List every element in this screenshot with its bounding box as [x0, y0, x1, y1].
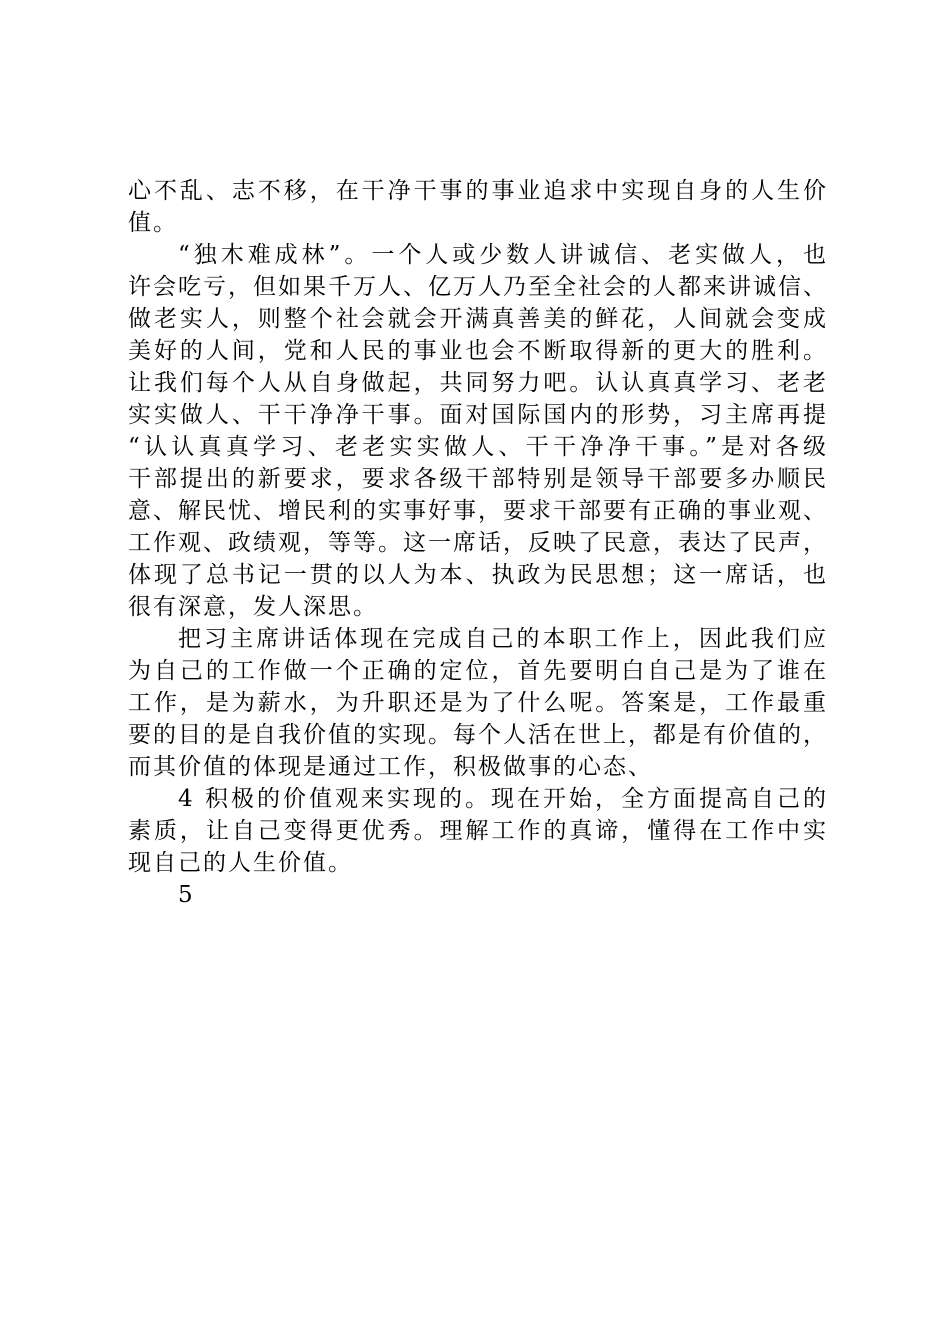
text-line: “独木难成林”。一个人或少数人讲诚信、老实做人，也: [178, 242, 828, 268]
body-text: [128, 175, 828, 911]
text-line: 工作观、政绩观，等等。这一席话，反映了民意，表达了民声，: [128, 530, 828, 556]
text-line: 体现了总书记一贯的以人为本、执政为民思想；这一席话，也: [128, 562, 828, 588]
text-line: 而其价值的体现是通过工作，积极做事的心态、: [128, 754, 653, 780]
text-line: 为自己的工作做一个正确的定位，首先要明白自己是为了谁在: [128, 658, 828, 684]
text-line: 让我们每个人从自身做起，共同努力吧。认认真真学习、老老: [128, 370, 828, 396]
text-line: 美好的人间，党和人民的事业也会不断取得新的更大的胜利。: [128, 338, 828, 364]
text-line: 许会吃亏，但如果千万人、亿万人乃至全社会的人都来讲诚信、: [128, 274, 828, 300]
text-line: 要的目的是自我价值的实现。每个人活在世上，都是有价值的，: [128, 722, 828, 748]
text-line: 很有深意，发人深思。: [128, 594, 378, 620]
text-line: 素质，让自己变得更优秀。理解工作的真谛，懂得在工作中实: [128, 818, 828, 844]
text-line: 做老实人，则整个社会就会开满真善美的鲜花，人间就会变成: [128, 306, 828, 332]
text-line: 干部提出的新要求，要求各级干部特别是领导干部要多办顺民: [128, 466, 828, 492]
text-line: 意、解民忧、增民利的实事好事，要求干部要有正确的事业观、: [128, 498, 828, 524]
text-line: “认认真真学习、老老实实做人、干干净净干事。”是对各级: [128, 434, 828, 460]
text-line: 工作，是为薪水，为升职还是为了什么呢。答案是，工作最重: [128, 690, 828, 716]
text-line: 把习主席讲话体现在完成自己的本职工作上，因此我们应: [178, 626, 828, 652]
text-line: 4 积极的价值观来实现的。现在开始，全方面提高自己的: [178, 786, 828, 812]
text-line: 现自己的人生价值。: [128, 850, 353, 876]
text-line: 值。: [128, 210, 178, 236]
text-line: 5: [178, 882, 195, 908]
text-line: 心不乱、志不移，在干净干事的事业追求中实现自身的人生价: [128, 178, 828, 204]
text-line: 实实做人、干干净净干事。面对国际国内的形势，习主席再提: [128, 402, 828, 428]
